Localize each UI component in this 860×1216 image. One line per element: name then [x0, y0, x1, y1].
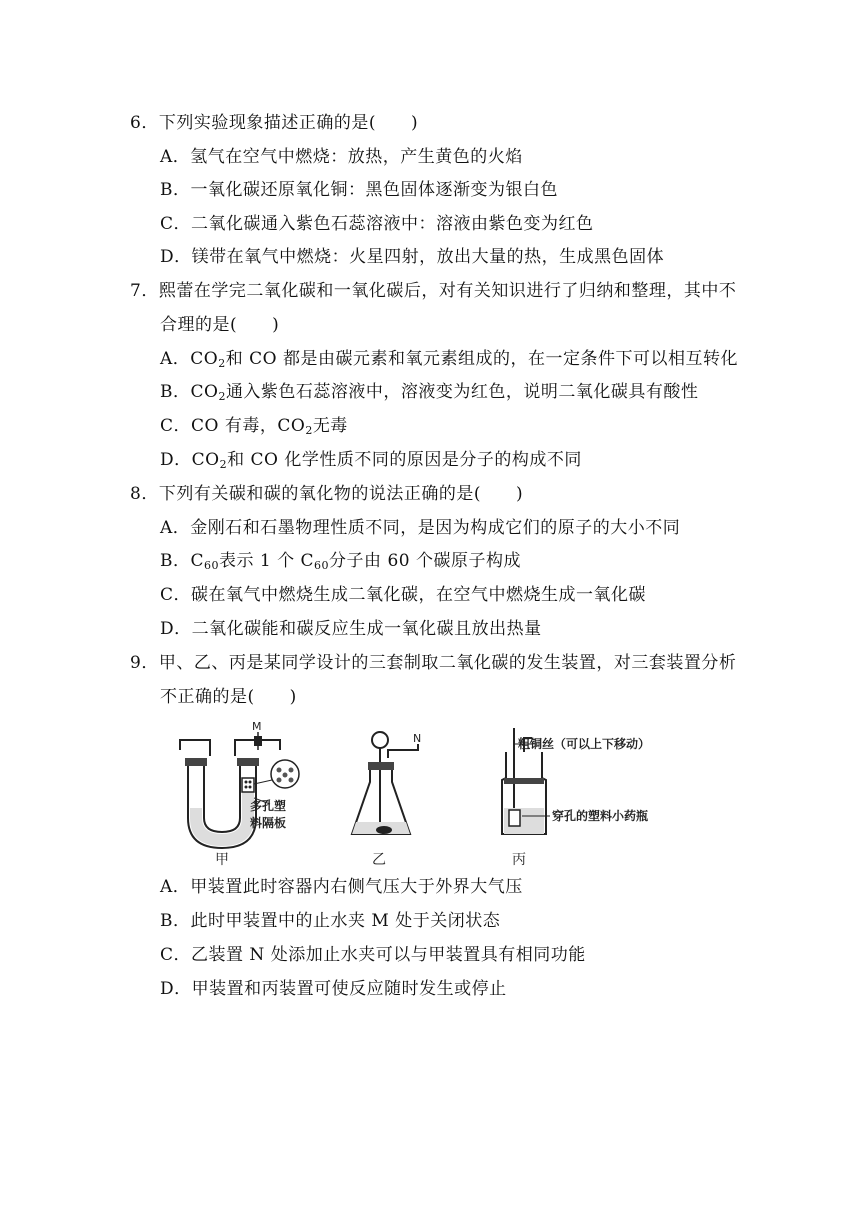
q7-option-d: D．$CO_2$和 CO 化学性质不同的原因是分子的构成不同 — [160, 450, 582, 471]
small-bottle — [509, 810, 520, 826]
q8-option-a: A．金刚石和石墨物理性质不同，是因为构成它们的原子的大小不同 — [160, 518, 681, 538]
q8-option-b: B．$C_{60}$表示 1 个 $C_{60}$分子由 60 个碳原子构成 — [160, 551, 521, 572]
label-bottle: 穿孔的塑料小药瓶 — [552, 809, 649, 823]
solid-yi — [376, 826, 392, 834]
q6-stem: 6．下列实验现象描述正确的是( ) — [130, 113, 419, 133]
q8-option-c: C．碳在氧气中燃烧生成二氧化碳，在空气中燃烧生成一氧化碳 — [160, 585, 647, 605]
caption-bing: 丙 — [512, 852, 526, 868]
label-wire: 粗铜丝（可以上下移动） — [518, 737, 651, 751]
q7-option-a: A．$CO_2$和 CO 都是由碳元素和氧元素组成的，在一定条件下可以相互转化 — [160, 349, 738, 370]
q6-option-d: D．镁带在氧气中燃烧：火星四射，放出大量的热，生成黑色固体 — [160, 247, 665, 267]
q9-option-a: A．甲装置此时容器内右侧气压大于外界大气压 — [160, 877, 523, 897]
q9-option-d: D．甲装置和丙装置可使反应随时发生或停止 — [160, 979, 507, 999]
label-board-1: 多孔塑 — [250, 799, 287, 813]
q6-option-c: C．二氧化碳通入紫色石蕊溶液中：溶液由紫色变为红色 — [160, 214, 594, 234]
caption-jia: 甲 — [215, 852, 229, 868]
q7-option-c: C．CO 有毒，$CO_2$无毒 — [160, 416, 348, 437]
q6-option-a: A．氢气在空气中燃烧：放热，产生黄色的火焰 — [160, 147, 523, 167]
q9-stem-line1: 9．甲、乙、丙是某同学设计的三套制取二氧化碳的发生装置，对三套装置分析 — [130, 653, 737, 673]
q7-option-b: B．$CO_2$通入紫色石蕊溶液中，溶液变为红色，说明二氧化碳具有酸性 — [160, 382, 699, 403]
q9-option-b: B．此时甲装置中的止水夹 M 处于关闭状态 — [160, 911, 501, 931]
label-n: N — [413, 732, 422, 745]
q6-option-b: B．一氧化碳还原氧化铜：黑色固体逐渐变为银白色 — [160, 180, 558, 200]
q9-option-c: C．乙装置 N 处添加止水夹可以与甲装置具有相同功能 — [160, 945, 586, 965]
porous-board — [242, 778, 254, 792]
q7-stem-line2: 合理的是( ) — [160, 315, 280, 335]
q7-stem-line1: 7．熙蕾在学完二氧化碳和一氧化碳后，对有关知识进行了归纳和整理，其中不 — [130, 281, 737, 301]
liquid — [190, 790, 254, 846]
label-m: M — [252, 720, 262, 733]
apparatus-yi — [352, 732, 418, 834]
q9-stem-line2: 不正确的是( ) — [160, 687, 297, 707]
caption-yi: 乙 — [372, 852, 386, 868]
q8-stem: 8．下列有关碳和碳的氧化物的说法正确的是( ) — [130, 484, 524, 504]
label-board-2: 料隔板 — [250, 816, 287, 830]
apparatus-figure — [160, 718, 720, 868]
q8-option-d: D．二氧化碳能和碳反应生成一氧化碳且放出热量 — [160, 619, 542, 639]
